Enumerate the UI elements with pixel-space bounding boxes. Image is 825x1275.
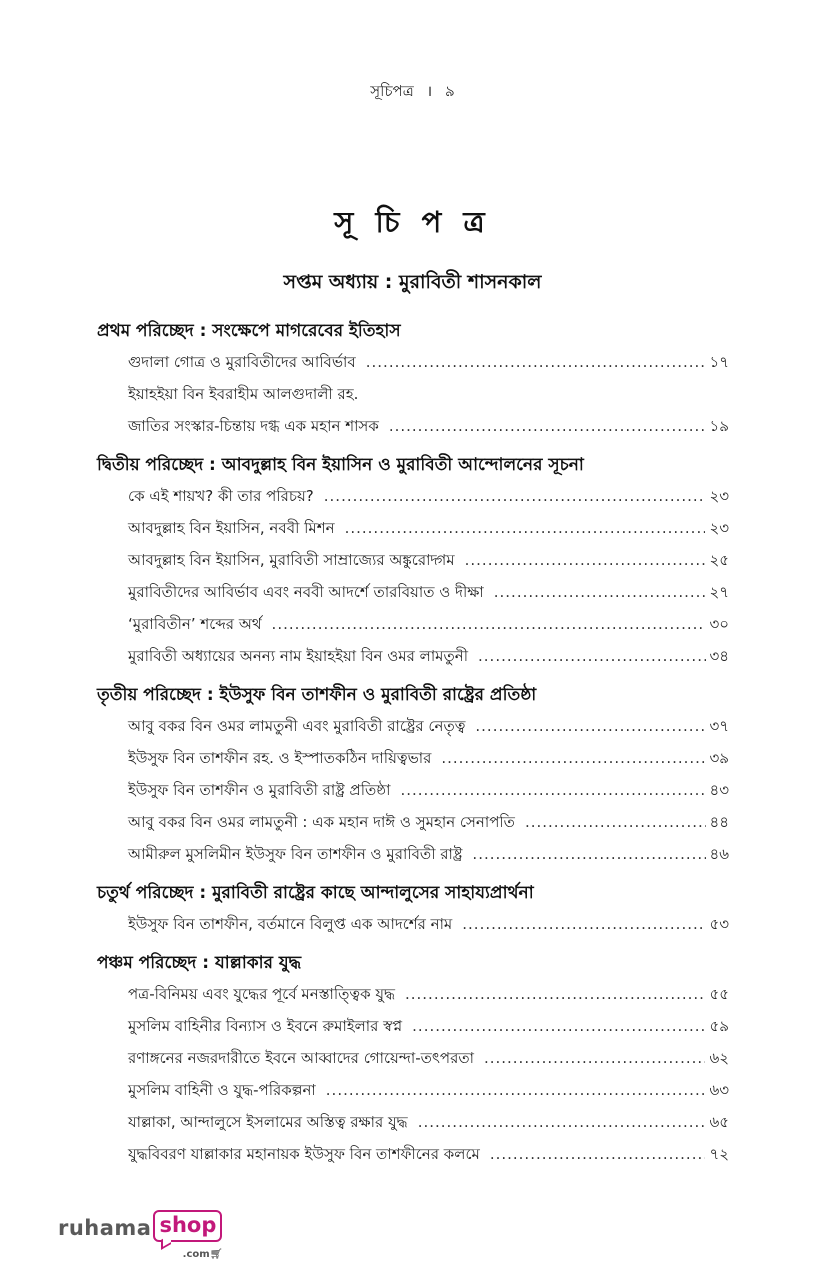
toc-entry-title: মুসলিম বাহিনীর বিন্যাস ও ইবনে রুমাইলার স্বপ্ন [128, 1017, 403, 1035]
dot-leader [475, 710, 705, 742]
toc-entry-title: মুরাবিতী অধ্যায়ের অনন্য নাম ইয়াহইয়া বিন ওমর লামতুনী [128, 647, 469, 665]
running-header [0, 80, 825, 105]
toc-entry [97, 378, 729, 410]
toc-entry [97, 1042, 729, 1074]
toc-entry-page: ১৯ [709, 417, 729, 435]
dot-leader [366, 346, 706, 378]
toc-entry-title: ‘মুরাবিতীন’ শব্দের অর্থ [128, 615, 262, 633]
toc-entry [97, 806, 729, 838]
toc-entry [97, 1106, 729, 1138]
toc-entry-page: ২৩ [709, 519, 729, 537]
dot-leader [462, 908, 705, 940]
section-heading: পঞ্চম পরিচ্ছেদ : যাল্লাকার যুদ্ধ [97, 953, 302, 973]
toc-entry [97, 1074, 729, 1106]
page-title: সূ চি প ত্র [334, 205, 491, 239]
toc-entry-page: ৬২ [709, 1049, 729, 1067]
toc-entry-title: পত্র-বিনিময় এবং যুদ্ধের পূর্বে মনস্তাত্ত্বিক যুদ্ধ [128, 985, 395, 1003]
logo-text-ruhama: ruhama [58, 1216, 152, 1240]
toc-entry-page: ৩৪ [709, 647, 729, 665]
toc-entry-title: রণাঙ্গনের নজরদারীতে ইবনে আব্বাদের গোয়েন্দা-তৎপরতা [128, 1049, 474, 1067]
dot-leader [345, 512, 706, 544]
ruhamashop-logo [58, 1210, 222, 1260]
toc-entry-title: গুদালা গোত্র ও মুরাবিতীদের আবির্ভাব [128, 353, 356, 371]
toc-entry-page: ৪৪ [709, 813, 729, 831]
toc-entry [97, 640, 729, 672]
dot-leader [418, 1106, 706, 1138]
toc-entry-title: ইউসুফ বিন তাশফীন রহ. ও ইস্পাতকঠিন দায়িত্বভার [128, 749, 432, 767]
toc-entry [97, 1010, 729, 1042]
dot-leader [472, 838, 705, 870]
toc-section [97, 680, 729, 870]
toc-entry [97, 838, 729, 870]
logo-shop-bubble [153, 1210, 223, 1260]
toc-entry-title: ইউসুফ বিন তাশফীন, বর্তমানে বিলুপ্ত এক আদর্শের নাম [128, 915, 453, 933]
logo-domain [183, 1242, 223, 1268]
logo-text-com: .com [182, 1249, 210, 1260]
toc-entry-page: ৫৯ [709, 1017, 729, 1035]
toc-section [97, 316, 729, 442]
toc-entry [97, 742, 729, 774]
dot-leader [525, 806, 706, 838]
toc-entry [97, 544, 729, 576]
toc-entry-title: কে এই শায়খ? কী তার পরিচয়? [128, 487, 314, 505]
dot-leader [484, 1042, 706, 1074]
section-heading: চতুর্থ পরিচ্ছেদ : মুরাবিতী রাষ্ট্রের কাছে আন্দালুসের সাহায্যপ্রার্থনা [97, 883, 534, 903]
section-heading: তৃতীয় পরিচ্ছেদ : ইউসুফ বিন তাশফীন ও মুরাবিতী রাষ্ট্রের প্রতিষ্ঠা [97, 685, 537, 705]
toc-entry-title: যাল্লাকা, আন্দালুসে ইসলামের অস্তিত্ব রক্ষার যুদ্ধ [128, 1113, 408, 1131]
dot-leader [441, 742, 705, 774]
running-header-title: সূচিপত্র [370, 82, 414, 100]
dot-leader [490, 1138, 706, 1170]
section-heading: প্রথম পরিচ্ছেদ : সংক্ষেপে মাগরেবের ইতিহাস [97, 321, 401, 341]
toc-entry-title: আবদুল্লাহ বিন ইয়াসিন, নববী মিশন [128, 519, 335, 537]
toc-entry-title: ইউসুফ বিন তাশফীন ও মুরাবিতী রাষ্ট্র প্রতিষ্ঠা [128, 781, 391, 799]
dot-leader [412, 1010, 705, 1042]
toc-entry-page: ৪৩ [709, 781, 729, 799]
toc-entry-page: ৫৫ [709, 985, 729, 1003]
page-number: ৯ [445, 82, 455, 100]
dot-leader [272, 608, 706, 640]
toc-entry-page: ৪৬ [709, 845, 729, 863]
running-header-separator: । [426, 82, 433, 100]
toc-entry-page: ৬৩ [709, 1081, 729, 1099]
toc-entry [97, 576, 729, 608]
toc-entry [97, 480, 729, 512]
toc-section [97, 878, 729, 940]
dot-leader [326, 1074, 706, 1106]
toc-entry-page: ২৩ [709, 487, 729, 505]
toc-entry [97, 710, 729, 742]
dot-leader [389, 410, 706, 442]
toc-entry-page: ৬৫ [709, 1113, 729, 1131]
toc-entry [97, 908, 729, 940]
toc-entry-page: ৩০ [709, 615, 729, 633]
toc-entry [97, 346, 729, 378]
toc-entry [97, 1138, 729, 1170]
toc-entry-page: ৩৭ [709, 717, 729, 735]
toc-entry-title: জাতির সংস্কার-চিন্তায় দগ্ধ এক মহান শাসক [128, 417, 379, 435]
toc-section [97, 948, 729, 1170]
logo-text-shop: shop [159, 1213, 217, 1237]
toc-entry-title: আমীরুল মুসলিমীন ইউসুফ বিন তাশফীন ও মুরাবিতী রাষ্ট্র [128, 845, 463, 863]
section-heading: দ্বিতীয় পরিচ্ছেদ : আবদুল্লাহ বিন ইয়াসিন ও মুরাবিতী আন্দোলনের সূচনা [97, 455, 584, 475]
toc-entry [97, 608, 729, 640]
toc-entry-title: আবু বকর বিন ওমর লামতুনী এবং মুরাবিতী রাষ্ট্রের নেতৃত্ব [128, 717, 466, 735]
table-of-contents [97, 316, 729, 1170]
dot-leader [478, 640, 705, 672]
toc-entry [97, 512, 729, 544]
toc-entry-page: ১৭ [709, 353, 729, 371]
toc-entry [97, 978, 729, 1010]
toc-entry-page: ২৭ [709, 583, 729, 601]
toc-entry-title: মুরাবিতীদের আবির্ভাব এবং নববী আদর্শে তারবিয়াত ও দীক্ষা [128, 583, 484, 601]
toc-entry-title: ইয়াহইয়া বিন ইবরাহীম আলগুদালী রহ. [128, 385, 359, 403]
toc-entry-title: যুদ্ধবিবরণ যাল্লাকার মহানায়ক ইউসুফ বিন তাশফীনের কলমে [128, 1145, 480, 1163]
toc-entry-title: মুসলিম বাহিনী ও যুদ্ধ-পরিকল্পনা [128, 1081, 316, 1099]
part-title: সপ্তম অধ্যায় : মুরাবিতী শাসনকাল [283, 271, 542, 293]
toc-entry-page: ৩৯ [709, 749, 729, 767]
toc-entry-page: ৭২ [709, 1145, 729, 1163]
cart-icon: 🛒︎ [209, 1249, 223, 1260]
toc-entry-title: আবু বকর বিন ওমর লামতুনী : এক মহান দাঈ ও সুমহান সেনাপতি [128, 813, 515, 831]
toc-entry-page: ২৫ [709, 551, 729, 569]
toc-entry [97, 774, 729, 806]
toc-entry [97, 410, 729, 442]
dot-leader [405, 978, 706, 1010]
toc-entry-title: আবদুল্লাহ বিন ইয়াসিন, মুরাবিতী সাম্রাজ্যের অঙ্কুরোদ্গম [128, 551, 455, 569]
toc-entry-page: ৫৩ [709, 915, 729, 933]
dot-leader [324, 480, 706, 512]
dot-leader [400, 774, 705, 806]
dot-leader [494, 576, 706, 608]
toc-section [97, 450, 729, 672]
dot-leader [465, 544, 706, 576]
